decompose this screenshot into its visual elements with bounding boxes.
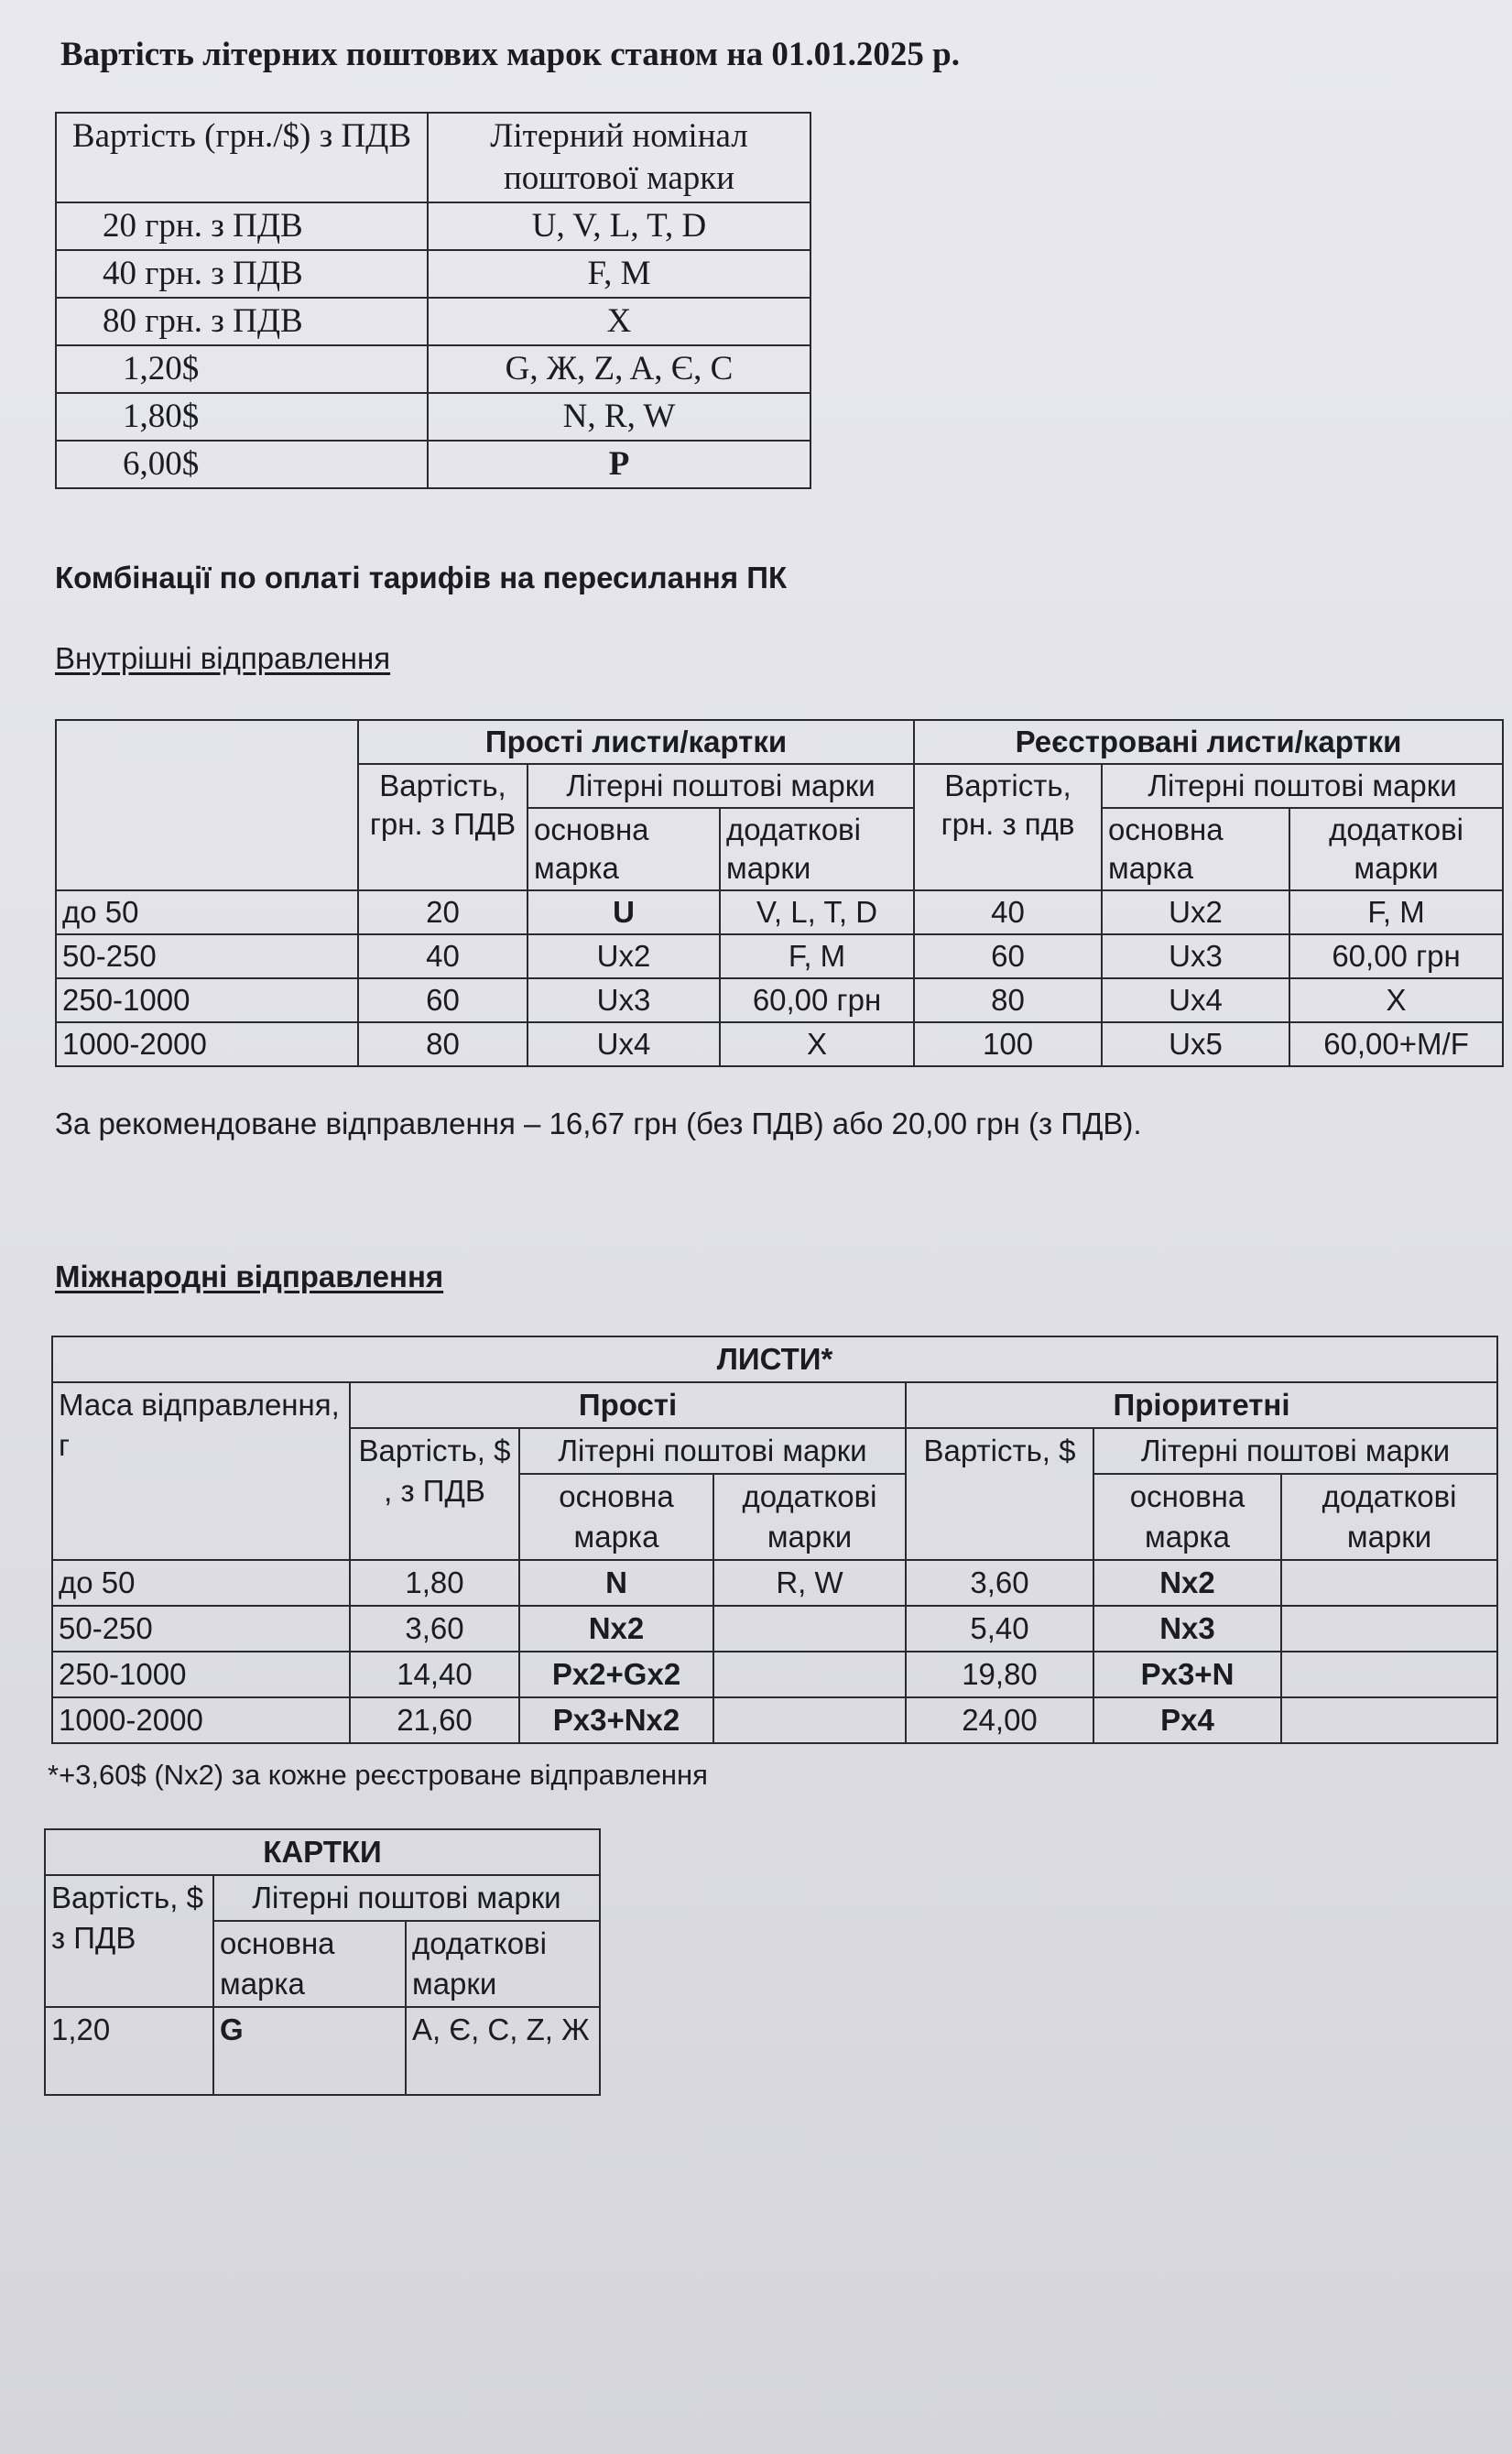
cell-extra-stamps: [713, 1606, 906, 1652]
cell-cost: 3,60: [906, 1560, 1093, 1606]
cell-extra-stamps: [1281, 1560, 1497, 1606]
cell-cost: 40 грн. з ПДВ: [56, 250, 428, 298]
cell-main-stamp: Nx2: [519, 1606, 713, 1652]
table-row: [52, 1606, 1497, 1652]
cell-cost: 40: [358, 934, 528, 978]
cell-extra-stamps: 60,00 грн: [720, 978, 914, 1022]
cell-cost: 40: [914, 890, 1102, 934]
cell-cost: 19,80: [906, 1652, 1093, 1697]
cell-extra-stamps: [1281, 1606, 1497, 1652]
cell-main-stamp: Ux4: [1102, 978, 1289, 1022]
cell-weight: до 50: [56, 890, 358, 934]
cell-cost: 60: [914, 934, 1102, 978]
header-stamps-simple: Літерні поштові марки: [519, 1428, 906, 1474]
cell-extra-stamps: V, L, T, D: [720, 890, 914, 934]
header-main-stamp: основна марка: [213, 1921, 406, 2007]
cell-cost: 100: [914, 1022, 1102, 1066]
header-extra-stamps: додаткові марки: [720, 808, 914, 890]
cell-main-stamp: Px2+Gx2: [519, 1652, 713, 1697]
cell-cost: 80: [358, 1022, 528, 1066]
cell-weight: 50-250: [56, 934, 358, 978]
cell-main-stamp: Ux4: [528, 1022, 720, 1066]
group-registered: Реєстровані листи/картки: [914, 720, 1503, 764]
cell-cost: 80 грн. з ПДВ: [56, 298, 428, 345]
cell-cost: 3,60: [350, 1606, 519, 1652]
cell-extra-stamps: [1281, 1652, 1497, 1697]
cell-cost: 20 грн. з ПДВ: [56, 202, 428, 250]
group-priority: Пріоритетні: [906, 1382, 1497, 1428]
header-weight: Маса відправлення, г: [52, 1382, 350, 1560]
cell-main-stamp: Nx2: [1093, 1560, 1281, 1606]
header-cost: Вартість, $ з ПДВ: [45, 1875, 213, 2007]
cell-weight: 250-1000: [52, 1652, 350, 1697]
cell-main-stamp: Px4: [1093, 1697, 1281, 1743]
table-row: [45, 2007, 600, 2095]
international-heading: Міжнародні відправлення: [55, 1260, 444, 1293]
domestic-heading: Внутрішні відправлення: [55, 641, 391, 675]
domestic-table: [55, 719, 1504, 1067]
cell-extra-stamps: А, Є, С, Z, Ж: [406, 2007, 600, 2095]
international-letters-table: [51, 1336, 1498, 1744]
cell-extra-stamps: F, M: [720, 934, 914, 978]
cell-cost: 80: [914, 978, 1102, 1022]
cell-cost: 6,00$: [56, 441, 428, 488]
cell-cost: 1,20: [45, 2007, 213, 2095]
cell-extra-stamps: R, W: [713, 1560, 906, 1606]
header-main-stamp: основна марка: [1102, 808, 1289, 890]
cell-cost: 21,60: [350, 1697, 519, 1743]
table-row: [56, 202, 810, 250]
cell-cost: 20: [358, 890, 528, 934]
cell-main-stamp: Ux5: [1102, 1022, 1289, 1066]
cell-extra-stamps: X: [720, 1022, 914, 1066]
header-cost-registered: Вартість, грн. з пдв: [914, 764, 1102, 890]
header-extra-stamps: додаткові марки: [713, 1474, 906, 1560]
cell-main-stamp: Ux2: [528, 934, 720, 978]
table-row: [56, 345, 810, 393]
page-title: Вартість літерних поштових марок станом на 01.01.2025 р.: [60, 36, 960, 73]
cell-nominal: P: [428, 441, 810, 488]
cell-nominal: N, R, W: [428, 393, 810, 441]
cell-extra-stamps: [1281, 1697, 1497, 1743]
cell-cost: 1,80$: [56, 393, 428, 441]
header-stamps: Літерні поштові марки: [213, 1875, 600, 1921]
letters-title: ЛИСТИ*: [52, 1336, 1497, 1382]
table-row: [52, 1560, 1497, 1606]
header-extra-stamps: додаткові марки: [1281, 1474, 1497, 1560]
cell-weight: до 50: [52, 1560, 350, 1606]
cell-nominal: F, M: [428, 250, 810, 298]
cards-table: [44, 1828, 601, 2096]
cell-cost: 60: [358, 978, 528, 1022]
cell-extra-stamps: 60,00 грн: [1289, 934, 1503, 978]
header-main-stamp: основна марка: [519, 1474, 713, 1560]
header-letter-nominal: Літерний номінал поштової марки: [428, 113, 810, 202]
cards-title: КАРТКИ: [45, 1829, 600, 1875]
cell-nominal: X: [428, 298, 810, 345]
table-row: [56, 1022, 1503, 1066]
header-extra-stamps: додаткові марки: [406, 1921, 600, 2007]
header-cost-priority: Вартість, $: [906, 1428, 1093, 1560]
cell-extra-stamps: 60,00+M/F: [1289, 1022, 1503, 1066]
cell-extra-stamps: X: [1289, 978, 1503, 1022]
cell-weight: 50-250: [52, 1606, 350, 1652]
header-stamps-priority: Літерні поштові марки: [1093, 1428, 1497, 1474]
cell-main-stamp: Ux2: [1102, 890, 1289, 934]
header-stamps-registered: Літерні поштові марки: [1102, 764, 1503, 808]
cell-main-stamp: Nx3: [1093, 1606, 1281, 1652]
table-row: [56, 250, 810, 298]
cell-weight: 1000-2000: [52, 1697, 350, 1743]
header-cost: Вартість (грн./$) з ПДВ: [56, 113, 428, 202]
header-main-stamp: основна марка: [1093, 1474, 1281, 1560]
table-row: [56, 978, 1503, 1022]
cell-main-stamp: Ux3: [1102, 934, 1289, 978]
cell-nominal: U, V, L, T, D: [428, 202, 810, 250]
table-row: [56, 441, 810, 488]
cell-cost: 1,20$: [56, 345, 428, 393]
header-extra-stamps: додаткові марки: [1289, 808, 1503, 890]
cell-main-stamp: U: [528, 890, 720, 934]
cell-cost: 14,40: [350, 1652, 519, 1697]
table-row: [56, 298, 810, 345]
cell-cost: 1,80: [350, 1560, 519, 1606]
international-note: *+3,60$ (Nx2) за кожне реєстроване відправлення: [48, 1759, 708, 1791]
header-stamps-simple: Літерні поштові марки: [528, 764, 914, 808]
cell-main-stamp: N: [519, 1560, 713, 1606]
table-row: [56, 890, 1503, 934]
cell-extra-stamps: [713, 1652, 906, 1697]
cell-nominal: G, Ж, Z, A, Є, C: [428, 345, 810, 393]
stamp-values-table: [55, 112, 811, 489]
table-row: [56, 393, 810, 441]
cell-cost: 5,40: [906, 1606, 1093, 1652]
cell-extra-stamps: [713, 1697, 906, 1743]
group-simple: Прості: [350, 1382, 906, 1428]
header-cost-simple: Вартість, грн. з ПДВ: [358, 764, 528, 890]
cell-extra-stamps: F, M: [1289, 890, 1503, 934]
combinations-heading: Комбінації по оплаті тарифів на пересилання ПК: [55, 561, 788, 594]
table-row: [56, 934, 1503, 978]
cell-main-stamp: Ux3: [528, 978, 720, 1022]
cell-weight: 1000-2000: [56, 1022, 358, 1066]
table-row: [52, 1697, 1497, 1743]
cell-main-stamp: Px3+N: [1093, 1652, 1281, 1697]
group-simple: Прості листи/картки: [358, 720, 914, 764]
cell-main-stamp: G: [213, 2007, 406, 2095]
header-cost-simple: Вартість, $ , з ПДВ: [350, 1428, 519, 1560]
cell-main-stamp: Px3+Nx2: [519, 1697, 713, 1743]
header-main-stamp: основна марка: [528, 808, 720, 890]
cell-weight: 250-1000: [56, 978, 358, 1022]
cell-cost: 24,00: [906, 1697, 1093, 1743]
domestic-note: За рекомендоване відправлення – 16,67 грн (без ПДВ) або 20,00 грн (з ПДВ).: [55, 1107, 1142, 1140]
table-row: [52, 1652, 1497, 1697]
